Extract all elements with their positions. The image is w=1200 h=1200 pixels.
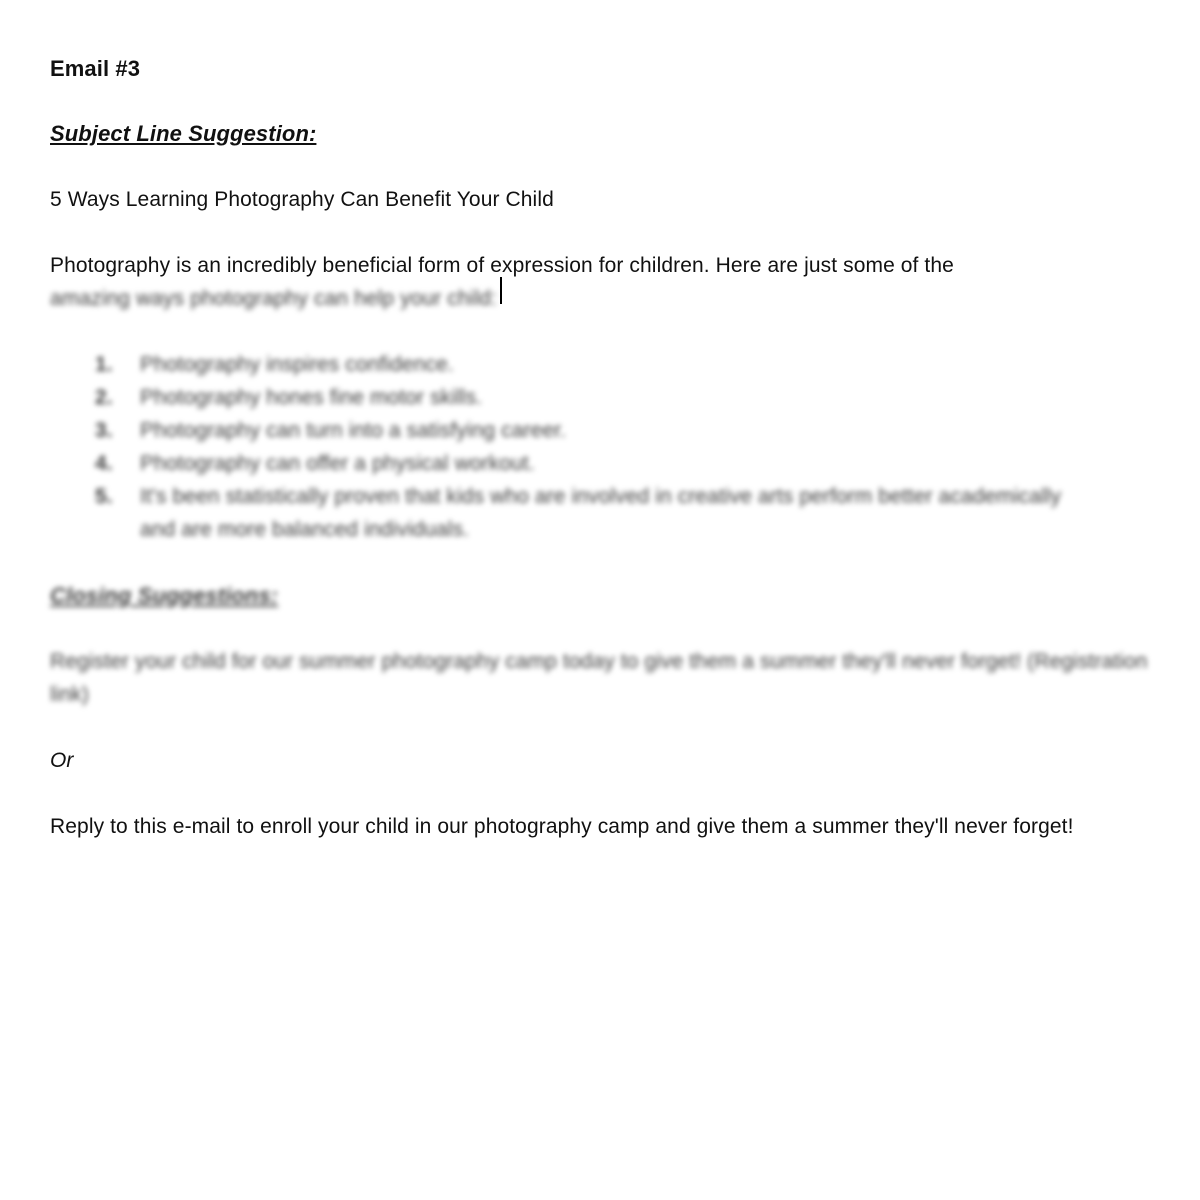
list-item: Photography can turn into a satisfying career. [140, 419, 567, 442]
benefits-numbered-list [50, 348, 1158, 546]
closing-option-reply: Reply to this e-mail to enroll your child in our photography camp and give them a summer they'll never forget! [50, 815, 1074, 838]
closing-option-register: Register your child for our summer photography camp today to give them a summer they'll never forget! (Registration link) [50, 650, 1148, 706]
list-item: Photography hones fine motor skills. [140, 386, 483, 409]
or-label: Or [50, 749, 74, 772]
text-cursor [500, 277, 502, 304]
subject-line-text: 5 Ways Learning Photography Can Benefit Your Child [50, 188, 554, 211]
list-item: Photography can offer a physical workout. [140, 452, 535, 475]
intro-paragraph [50, 249, 1158, 315]
email-number-heading: Email #3 [50, 56, 141, 81]
subject-line-suggestion-heading: Subject Line Suggestion: [50, 121, 317, 146]
list-item: Photography inspires confidence. [140, 353, 454, 376]
intro-line-sharp: Photography is an incredibly beneficial form of expression for children. Here are just some of the [50, 254, 954, 277]
closing-suggestions-heading: Closing Suggestions: [50, 583, 279, 608]
intro-line-blurred: amazing ways photography can help your child: [50, 287, 497, 310]
list-item: It's been statistically proven that kids who are involved in creative arts perform better academically and are more balanced individuals. [140, 485, 1062, 541]
